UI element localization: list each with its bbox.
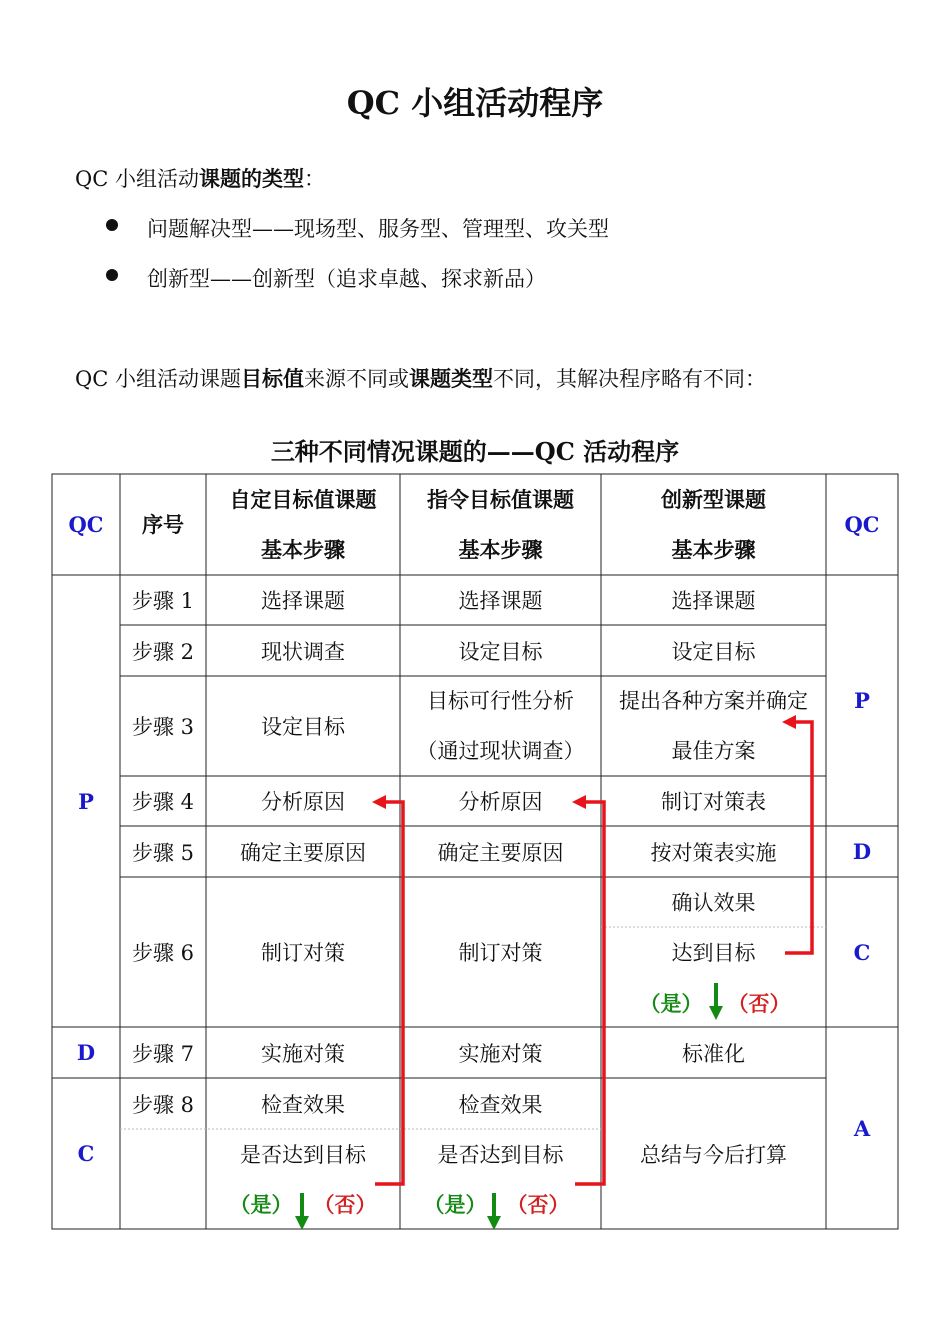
col3-cell: 总结与今后打算 xyxy=(640,1142,787,1167)
intro-prefix: QC 小组活动 xyxy=(75,167,199,191)
col3-cell-line: 提出各种方案并确定 xyxy=(619,689,808,713)
step-label: 步骤 4 xyxy=(131,790,195,814)
col3-cell xyxy=(601,676,826,776)
header-col2 xyxy=(400,474,601,575)
col3-cell: 选择课题 xyxy=(671,589,756,613)
col3-cell: 制订对策表 xyxy=(661,790,766,814)
header-col1-line2: 基本步骤 xyxy=(261,536,345,562)
sentence-bold: 目标值 xyxy=(240,366,304,391)
col2-yes: （是） xyxy=(423,1192,487,1217)
header-qc-left: QC xyxy=(68,512,104,537)
col3-cell: 按对策表实施 xyxy=(650,840,777,865)
sentence-bold: 课题类型 xyxy=(408,366,493,391)
col3-cell-line: 最佳方案 xyxy=(671,739,756,763)
col1-cell: 制订对策 xyxy=(261,941,345,965)
phase-right-a: A xyxy=(853,1115,871,1141)
sentence-part: QC 小组活动课题 xyxy=(75,367,241,391)
header-col3-line1: 创新型课题 xyxy=(661,486,766,512)
step-label: 步骤 5 xyxy=(131,840,195,865)
col3-cell: 设定目标 xyxy=(671,639,756,664)
step-label: 步骤 1 xyxy=(131,589,195,613)
phase-left-p: P xyxy=(78,788,94,814)
header-col3 xyxy=(601,474,826,575)
step-label: 步骤 3 xyxy=(131,715,195,739)
col1-yes: （是） xyxy=(229,1192,293,1217)
bullet-item: 问题解决型——现场型、服务型、管理型、攻关型 xyxy=(147,217,609,241)
col1-cell: 分析原因 xyxy=(261,790,345,814)
step-label: 步骤 7 xyxy=(131,1041,195,1066)
intro-suffix: ： xyxy=(303,167,325,191)
col2-cell-line: 目标可行性分析 xyxy=(427,689,574,713)
col2-cell: 制订对策 xyxy=(458,941,543,965)
col2-cell: 检查效果 xyxy=(458,1092,543,1117)
header-col3-line2: 基本步骤 xyxy=(671,536,756,562)
col3-yes: （是） xyxy=(639,991,703,1016)
col1-cell: 设定目标 xyxy=(261,715,345,739)
col2-cell xyxy=(400,676,601,776)
col2-no: （否） xyxy=(506,1192,570,1217)
intro-bold: 课题的类型 xyxy=(198,166,304,191)
page-title: QC 小组活动程序 xyxy=(346,84,604,122)
header-qc-right: QC xyxy=(844,512,880,537)
col2-cell: 实施对策 xyxy=(458,1041,543,1066)
header-col1 xyxy=(206,474,400,575)
col3-cell: 确认效果 xyxy=(671,891,756,915)
sentence-part: 不同，其解决程序略有不同： xyxy=(492,367,766,391)
col1-cell: 选择课题 xyxy=(261,589,345,613)
phase-right-d: D xyxy=(852,839,872,864)
step-label: 步骤 8 xyxy=(131,1092,195,1117)
table-title: 三种不同情况课题的——QC 活动程序 xyxy=(270,437,680,466)
sentence-part: 来源不同或 xyxy=(303,367,409,391)
col2-cell: 确定主要原因 xyxy=(437,840,564,865)
col1-no: （否） xyxy=(313,1192,377,1217)
col1-cell: 是否达到目标 xyxy=(240,1143,366,1167)
col3-cell: 标准化 xyxy=(682,1041,745,1066)
header-col2-line2: 基本步骤 xyxy=(458,536,543,562)
header-col2-line1: 指令目标值课题 xyxy=(427,486,574,512)
col1-cell: 实施对策 xyxy=(261,1041,345,1066)
step-label: 步骤 2 xyxy=(131,639,195,664)
bullet-item: 创新型——创新型（追求卓越、探求新品） xyxy=(147,267,546,291)
col2-cell: 设定目标 xyxy=(458,639,543,664)
col2-cell: 分析原因 xyxy=(458,790,543,814)
col2-cell-line: （通过现状调查） xyxy=(416,739,585,763)
phase-right-p: P xyxy=(854,688,870,713)
header-col1-line1: 自定目标值课题 xyxy=(229,486,377,512)
step-label: 步骤 6 xyxy=(131,941,195,965)
phase-left-d: D xyxy=(76,1040,96,1065)
col1-cell: 确定主要原因 xyxy=(240,840,366,865)
col2-cell: 选择课题 xyxy=(458,589,543,613)
col3-no: （否） xyxy=(727,991,791,1016)
col2-cell: 是否达到目标 xyxy=(437,1143,564,1167)
header-seq: 序号 xyxy=(142,511,184,537)
phase-left-c: C xyxy=(77,1141,95,1166)
phase-right-c: C xyxy=(853,939,871,965)
col3-cell: 达到目标 xyxy=(671,941,756,965)
col1-cell: 检查效果 xyxy=(261,1092,345,1117)
col1-cell: 现状调查 xyxy=(261,639,345,664)
